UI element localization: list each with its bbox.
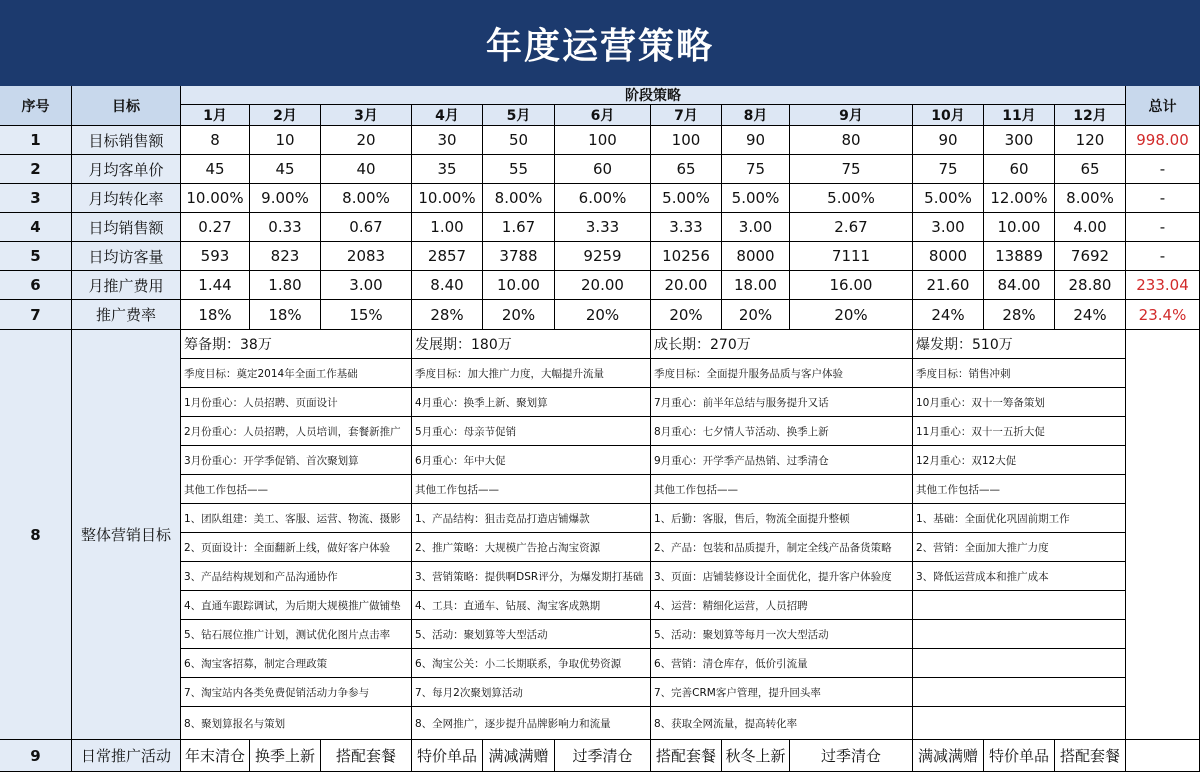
table-cell: 0.27 [181, 213, 250, 242]
table-cell: 16.00 [790, 271, 913, 300]
daily-activity: 特价单品 [984, 740, 1055, 772]
row-label: 整体营销目标 [72, 330, 181, 740]
table-cell: 20.00 [555, 271, 651, 300]
row-seq: 3 [0, 184, 72, 213]
table-cell: 65 [651, 155, 722, 184]
phase-line: 1、产品结构：狙击竞品打造店铺爆款 [412, 504, 651, 533]
phase-line: 季度目标：销售冲刺 [913, 359, 1126, 388]
header-month: 5月 [483, 105, 555, 126]
table-cell: 9259 [555, 242, 651, 271]
daily-activity: 满减满赠 [483, 740, 555, 772]
table-cell: 3.00 [913, 213, 984, 242]
row-total: - [1126, 242, 1200, 271]
row-total: - [1126, 184, 1200, 213]
phase-line: 7、淘宝站内各类免费促销活动力争参与 [181, 678, 412, 707]
phase-line: 5、钻石展位推广计划，测试优化图片点击率 [181, 620, 412, 649]
phase-line [913, 649, 1126, 678]
table-cell: 40 [321, 155, 412, 184]
total-empty [1126, 740, 1200, 772]
table-cell: 1.00 [412, 213, 483, 242]
table-cell: 5.00% [790, 184, 913, 213]
header-month: 6月 [555, 105, 651, 126]
row-seq: 6 [0, 271, 72, 300]
phase-line: 3、降低运营成本和推广成本 [913, 562, 1126, 591]
phase-line [913, 620, 1126, 649]
table-cell: 20% [483, 300, 555, 330]
phase-line: 6、营销：清仓库存，低价引流量 [651, 649, 913, 678]
table-cell: 8000 [913, 242, 984, 271]
phase-line: 其他工作包括—— [181, 475, 412, 504]
row-seq: 1 [0, 126, 72, 155]
header-month: 4月 [412, 105, 483, 126]
table-cell: 28% [412, 300, 483, 330]
row-seq: 5 [0, 242, 72, 271]
phase-line: 2月份重心：人员招聘，人员培训，套餐新推广 [181, 417, 412, 446]
table-cell: 15% [321, 300, 412, 330]
phase-line: 1月份重心：人员招聘、页面设计 [181, 388, 412, 417]
table-cell: 20% [651, 300, 722, 330]
table-cell: 2.67 [790, 213, 913, 242]
row-total: - [1126, 155, 1200, 184]
table-cell: 100 [555, 126, 651, 155]
daily-activity: 搭配套餐 [321, 740, 412, 772]
row-seq: 9 [0, 740, 72, 772]
table-cell: 75 [913, 155, 984, 184]
table-cell: 8 [181, 126, 250, 155]
phase-line: 9月重心：开学季产品热销、过季清仓 [651, 446, 913, 475]
table-cell: 7692 [1055, 242, 1126, 271]
header-month: 2月 [250, 105, 321, 126]
phase-line: 8月重心：七夕情人节活动、换季上新 [651, 417, 913, 446]
phase-line: 3、页面：店铺装修设计全面优化，提升客户体验度 [651, 562, 913, 591]
phase-line: 7、每月2次聚划算活动 [412, 678, 651, 707]
table-cell: 300 [984, 126, 1055, 155]
row-total: 998.00 [1126, 126, 1200, 155]
phase-line: 12月重心：双12大促 [913, 446, 1126, 475]
phase-line: 4、运营：精细化运营，人员招聘 [651, 591, 913, 620]
phase-line [913, 707, 1126, 740]
table-cell: 18% [250, 300, 321, 330]
table-cell: 30 [412, 126, 483, 155]
header-total: 总计 [1126, 86, 1200, 126]
table-cell: 75 [790, 155, 913, 184]
table-cell: 4.00 [1055, 213, 1126, 242]
phase-line [913, 591, 1126, 620]
phase-line: 2、页面设计：全面翻新上线，做好客户体验 [181, 533, 412, 562]
row-label: 日均销售额 [72, 213, 181, 242]
table-cell: 9.00% [250, 184, 321, 213]
table-cell: 5.00% [913, 184, 984, 213]
phase-line: 8、聚划算报名与策划 [181, 707, 412, 740]
row-total: 233.04 [1126, 271, 1200, 300]
phase-line: 5月重心：母亲节促销 [412, 417, 651, 446]
table-cell: 10.00 [483, 271, 555, 300]
table-cell: 20 [321, 126, 412, 155]
table-cell: 1.67 [483, 213, 555, 242]
header-seq: 序号 [0, 86, 72, 126]
table-cell: 0.33 [250, 213, 321, 242]
table-cell: 3.33 [555, 213, 651, 242]
row-label: 日均访客量 [72, 242, 181, 271]
table-cell: 20% [555, 300, 651, 330]
table-cell: 28.80 [1055, 271, 1126, 300]
phase-line: 2、推广策略：大规模广告抢占淘宝资源 [412, 533, 651, 562]
row-label: 推广费率 [72, 300, 181, 330]
table-cell: 75 [722, 155, 790, 184]
table-cell: 20% [722, 300, 790, 330]
phase-line: 其他工作包括—— [913, 475, 1126, 504]
daily-activity: 搭配套餐 [1055, 740, 1126, 772]
phase-title: 爆发期：510万 [913, 330, 1126, 359]
table-cell: 60 [555, 155, 651, 184]
phase-line: 7、完善CRM客户管理，提升回头率 [651, 678, 913, 707]
table-cell: 7111 [790, 242, 913, 271]
daily-activity: 搭配套餐 [651, 740, 722, 772]
table-cell: 45 [181, 155, 250, 184]
phase-line: 6月重心：年中大促 [412, 446, 651, 475]
phase-line: 1、后勤：客服，售后，物流全面提升整顿 [651, 504, 913, 533]
table-cell: 12.00% [984, 184, 1055, 213]
phase-title: 发展期：180万 [412, 330, 651, 359]
phase-line: 8、获取全网流量，提高转化率 [651, 707, 913, 740]
table-cell: 3788 [483, 242, 555, 271]
phase-line: 季度目标：全面提升服务品质与客户体验 [651, 359, 913, 388]
row-label: 月均客单价 [72, 155, 181, 184]
table-cell: 10.00% [181, 184, 250, 213]
table-cell: 13889 [984, 242, 1055, 271]
table-cell: 5.00% [722, 184, 790, 213]
phase-line: 8、全网推广，逐步提升品牌影响力和流量 [412, 707, 651, 740]
phase-line: 6、淘宝客招募，制定合理政策 [181, 649, 412, 678]
table-cell: 3.00 [321, 271, 412, 300]
row-label: 月推广费用 [72, 271, 181, 300]
phase-line: 4、直通车跟踪调试，为后期大规模推广做铺垫 [181, 591, 412, 620]
table-cell: 20.00 [651, 271, 722, 300]
phase-line: 1、基础：全面优化巩固前期工作 [913, 504, 1126, 533]
header-month: 9月 [790, 105, 913, 126]
phase-title: 筹备期：38万 [181, 330, 412, 359]
phase-line: 1、团队组建：美工、客服、运营、物流、摄影 [181, 504, 412, 533]
table-cell: 10256 [651, 242, 722, 271]
table-cell: 6.00% [555, 184, 651, 213]
table-cell: 45 [250, 155, 321, 184]
phase-line: 11月重心：双十一五折大促 [913, 417, 1126, 446]
phase-line: 其他工作包括—— [651, 475, 913, 504]
header-month: 1月 [181, 105, 250, 126]
table-cell: 823 [250, 242, 321, 271]
row-total: 23.4% [1126, 300, 1200, 330]
table-cell: 60 [984, 155, 1055, 184]
table-cell: 18.00 [722, 271, 790, 300]
header-month: 10月 [913, 105, 984, 126]
phase-line: 其他工作包括—— [412, 475, 651, 504]
phase-line: 2、产品：包装和品质提升，制定全线产品备货策略 [651, 533, 913, 562]
daily-activity: 年末清仓 [181, 740, 250, 772]
header-target: 目标 [72, 86, 181, 126]
header-month: 12月 [1055, 105, 1126, 126]
table-cell: 84.00 [984, 271, 1055, 300]
table-cell: 1.80 [250, 271, 321, 300]
daily-activity: 过季清仓 [555, 740, 651, 772]
row-seq: 7 [0, 300, 72, 330]
table-cell: 8.00% [1055, 184, 1126, 213]
row-label: 月均转化率 [72, 184, 181, 213]
table-cell: 8.00% [483, 184, 555, 213]
daily-activity: 满减满赠 [913, 740, 984, 772]
phase-line: 10月重心：双十一筹备策划 [913, 388, 1126, 417]
table-cell: 18% [181, 300, 250, 330]
table-cell: 35 [412, 155, 483, 184]
header-month: 8月 [722, 105, 790, 126]
phase-line: 3、产品结构规划和产品沟通协作 [181, 562, 412, 591]
phase-line: 5、活动：聚划算等每月一次大型活动 [651, 620, 913, 649]
table-cell: 3.33 [651, 213, 722, 242]
table-cell: 28% [984, 300, 1055, 330]
table-cell: 50 [483, 126, 555, 155]
table-cell: 80 [790, 126, 913, 155]
table-cell: 1.44 [181, 271, 250, 300]
table-cell: 24% [1055, 300, 1126, 330]
table-cell: 593 [181, 242, 250, 271]
daily-activity: 过季清仓 [790, 740, 913, 772]
table-cell: 120 [1055, 126, 1126, 155]
header-month: 11月 [984, 105, 1055, 126]
table-cell: 3.00 [722, 213, 790, 242]
row-label: 目标销售额 [72, 126, 181, 155]
table-cell: 24% [913, 300, 984, 330]
phase-line: 4月重心：换季上新、聚划算 [412, 388, 651, 417]
row-seq: 2 [0, 155, 72, 184]
header-stage: 阶段策略 [181, 86, 1126, 105]
table-cell: 2083 [321, 242, 412, 271]
phase-line: 4、工具：直通车、钻展、淘宝客成熟期 [412, 591, 651, 620]
row-seq: 8 [0, 330, 72, 740]
phase-line: 季度目标：奠定2014年全面工作基础 [181, 359, 412, 388]
table-cell: 90 [913, 126, 984, 155]
table-cell: 10 [250, 126, 321, 155]
phase-title: 成长期：270万 [651, 330, 913, 359]
row-total: - [1126, 213, 1200, 242]
header-month: 7月 [651, 105, 722, 126]
table-cell: 0.67 [321, 213, 412, 242]
row-label: 日常推广活动 [72, 740, 181, 772]
table-cell: 55 [483, 155, 555, 184]
table-cell: 20% [790, 300, 913, 330]
daily-activity: 换季上新 [250, 740, 321, 772]
table-cell: 65 [1055, 155, 1126, 184]
phase-line: 7月重心：前半年总结与服务提升又话 [651, 388, 913, 417]
table-cell: 2857 [412, 242, 483, 271]
daily-activity: 特价单品 [412, 740, 483, 772]
table-cell: 5.00% [651, 184, 722, 213]
table-cell: 90 [722, 126, 790, 155]
phase-line: 2、营销：全面加大推广力度 [913, 533, 1126, 562]
phase-line: 5、活动：聚划算等大型活动 [412, 620, 651, 649]
table-cell: 8.40 [412, 271, 483, 300]
header-month: 3月 [321, 105, 412, 126]
table-cell: 8.00% [321, 184, 412, 213]
row-seq: 4 [0, 213, 72, 242]
table-cell: 100 [651, 126, 722, 155]
phase-line: 季度目标：加大推广力度，大幅提升流量 [412, 359, 651, 388]
phase-line: 3、营销策略：提供啊DSR评分，为爆发期打基础 [412, 562, 651, 591]
phase-line: 6、淘宝公关：小二长期联系，争取优势资源 [412, 649, 651, 678]
table-cell: 21.60 [913, 271, 984, 300]
phase-line: 3月份重心：开学季促销、首次聚划算 [181, 446, 412, 475]
table-cell: 10.00 [984, 213, 1055, 242]
phase-line [913, 678, 1126, 707]
daily-activity: 秋冬上新 [722, 740, 790, 772]
table-cell: 8000 [722, 242, 790, 271]
total-empty [1126, 330, 1200, 740]
page-title: 年度运营策略 [0, 0, 1200, 86]
table-cell: 10.00% [412, 184, 483, 213]
